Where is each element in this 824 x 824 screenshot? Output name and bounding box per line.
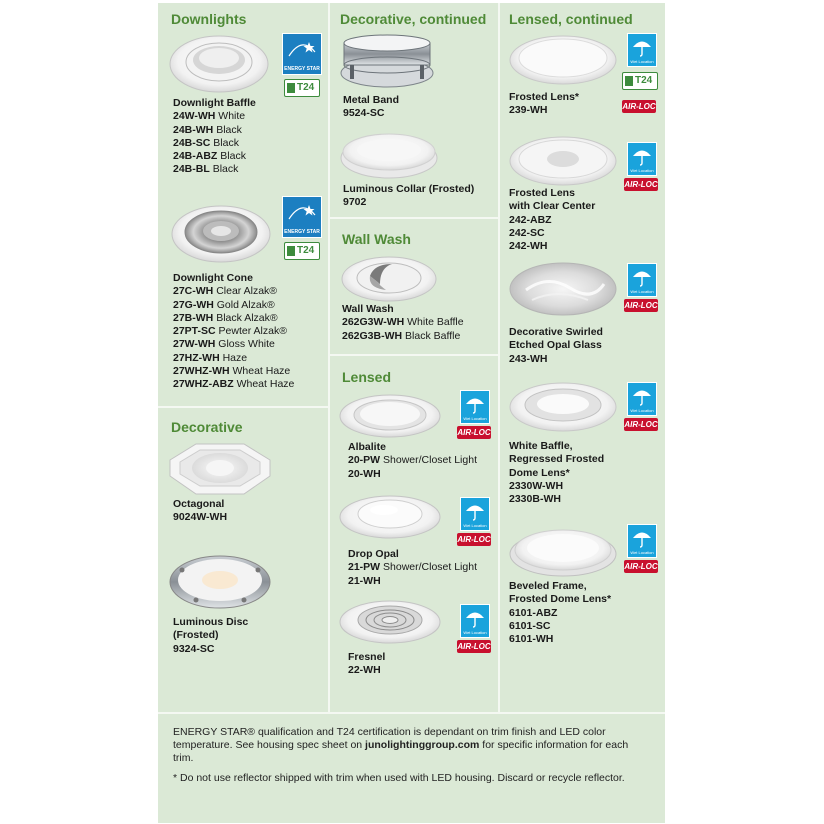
energy-star-label: ENERGY STAR [284, 229, 320, 235]
item-name: Downlight Cone [173, 272, 253, 284]
spec-line: 27B-WH Black Alzak® [173, 311, 278, 324]
spec-line: 9702 [343, 196, 367, 209]
drop-opal-image [338, 493, 442, 541]
airloc-label: AIR-LOC [624, 301, 658, 310]
wet-location-badge [627, 33, 657, 67]
section-title-downlights: Downlights [171, 11, 247, 27]
section-title-decorative: Decorative [171, 419, 243, 435]
spec-line: 27W-WH Gloss White [173, 338, 275, 351]
beveled-frame-image [508, 524, 618, 578]
umbrella-icon [461, 391, 489, 415]
item-name-line3: Dome Lens* [509, 466, 570, 479]
energy-star-badge [282, 196, 322, 238]
section-title-lensed-continued: Lensed, continued [509, 11, 633, 27]
t24-badge [284, 242, 320, 260]
spec-line: 21-WH [348, 574, 381, 587]
spec-line: 27HZ-WH Haze [173, 351, 248, 364]
spec-line: 242-WH [509, 240, 548, 253]
t24-badge [284, 79, 320, 97]
footnote-reflector: * Do not use reflector shipped with trim when used with LED housing. Discard or recycle reflector. [173, 772, 625, 784]
section-divider [158, 406, 328, 408]
t24-icon [625, 76, 633, 86]
item-name-line2: Regressed Frosted [509, 453, 605, 466]
item-name: White Baffle, [509, 440, 573, 452]
energy-star-label: ENERGY STAR [284, 66, 320, 72]
spec-line: 27G-WH Gold Alzak® [173, 298, 275, 311]
spec-line: 27C-WH Clear Alzak® [173, 285, 278, 298]
luminous-collar-image [338, 128, 440, 180]
spec-line: 21-PW Shower/Closet Light [348, 561, 477, 574]
energy-star-icon [283, 34, 321, 62]
downlight-baffle-text [173, 97, 256, 177]
wall-wash-text [342, 303, 464, 343]
wet-location-badge [627, 263, 657, 297]
wet-location-badge [627, 382, 657, 416]
umbrella-icon [461, 605, 489, 629]
luminous-disc-image [166, 552, 274, 610]
fresnel-text [348, 651, 385, 678]
spec-line: 20-WH [348, 467, 381, 480]
umbrella-icon [628, 525, 656, 549]
wet-location-label: Wet Location [463, 630, 487, 635]
white-baffle-regressed-text [509, 440, 604, 506]
t24-icon [287, 246, 295, 256]
airloc-label: AIR-LOC [624, 420, 658, 429]
spec-line: 9324-SC [173, 642, 215, 655]
section-divider [158, 712, 665, 714]
item-name-line2: with Clear Center [509, 200, 596, 213]
section-title-lensed: Lensed [342, 369, 392, 385]
item-name: Albalite [348, 441, 386, 453]
item-name: Frosted Lens [509, 187, 575, 199]
t24-label: T24 [297, 82, 315, 93]
spec-line: 6101-SC [509, 619, 551, 632]
frosted-lens-text [509, 91, 579, 118]
airloc-badge [622, 100, 656, 113]
umbrella-icon [628, 264, 656, 288]
luminous-disc-text [173, 616, 248, 656]
decorative-swirled-text [509, 326, 603, 366]
section-divider [330, 217, 498, 219]
wet-location-label: Wet Location [463, 416, 487, 421]
spec-line: 27WHZ-WH Wheat Haze [173, 365, 291, 378]
spec-line: 27PT-SC Pewter Alzak® [173, 325, 287, 338]
spec-line: 24B-WH Black [173, 123, 242, 136]
airloc-badge [624, 178, 658, 191]
item-name: Luminous Collar (Frosted) [343, 183, 475, 195]
item-name: Decorative Swirled [509, 326, 603, 338]
item-name: Fresnel [348, 651, 386, 663]
spec-line: 24B-BL Black [173, 163, 239, 176]
airloc-label: AIR-LOC [457, 428, 491, 437]
umbrella-icon [628, 383, 656, 407]
spec-line: 9524-SC [343, 107, 385, 120]
section-title-wall-wash: Wall Wash [342, 231, 411, 247]
albalite-image [338, 392, 442, 440]
wet-location-label: Wet Location [630, 59, 654, 64]
fresnel-image [338, 598, 442, 646]
spec-line: 22-WH [348, 664, 381, 677]
spec-line: 243-WH [509, 352, 548, 365]
spec-line: 24B-SC Black [173, 136, 239, 149]
octagonal-image [166, 440, 274, 498]
wet-location-badge [627, 524, 657, 558]
wet-location-label: Wet Location [630, 289, 654, 294]
t24-icon [287, 83, 295, 93]
wet-location-badge [460, 604, 490, 638]
item-name-line2: (Frosted) [173, 629, 219, 642]
albalite-text [348, 441, 477, 481]
wet-location-label: Wet Location [463, 523, 487, 528]
item-name-line2: Frosted Dome Lens* [509, 593, 612, 606]
airloc-badge [624, 299, 658, 312]
item-name: Metal Band [343, 94, 400, 106]
wet-location-label: Wet Location [630, 168, 654, 173]
downlight-cone-image [170, 203, 272, 265]
item-name: Frosted Lens* [509, 91, 580, 103]
wet-location-label: Wet Location [630, 550, 654, 555]
spec-line: 27WHZ-ABZ Wheat Haze [173, 378, 295, 391]
frosted-lens-clear-center-image [508, 134, 618, 188]
octagonal-text [173, 498, 227, 525]
white-baffle-regressed-image [508, 380, 618, 434]
energy-star-badge [282, 33, 322, 75]
wet-location-badge [627, 142, 657, 176]
website-link[interactable]: junolightinggroup.com [365, 739, 480, 751]
wall-wash-image [340, 254, 438, 304]
airloc-badge [457, 533, 491, 546]
spec-line: 262G3W-WH White Baffle [342, 316, 464, 329]
item-name: Drop Opal [348, 548, 399, 560]
column-divider [328, 3, 330, 713]
footnote-energy-star: ENERGY STAR® qualification and T24 certification is dependant on trim finish and LED color temperature. See housing spec sheet on junolightinggroup.com for specific information for each trim. [173, 726, 629, 764]
airloc-label: AIR-LOC [624, 180, 658, 189]
t24-label: T24 [635, 75, 653, 86]
metal-band-image [338, 33, 436, 91]
item-name: Beveled Frame, [509, 580, 587, 592]
frosted-lens-image [508, 33, 618, 87]
beveled-frame-text [509, 580, 611, 646]
umbrella-icon [461, 498, 489, 522]
wet-location-badge [460, 497, 490, 531]
spec-line: 242-ABZ [509, 213, 552, 226]
item-name: Wall Wash [342, 303, 394, 315]
umbrella-icon [628, 143, 656, 167]
umbrella-icon [628, 34, 656, 58]
luminous-collar-text [343, 183, 474, 210]
frosted-lens-clear-center-text [509, 187, 595, 253]
decorative-swirled-image [508, 260, 618, 318]
downlight-cone-text [173, 272, 294, 392]
spec-line: 262G3B-WH Black Baffle [342, 329, 461, 342]
downlight-baffle-image [168, 33, 270, 95]
spec-line: 20-PW Shower/Closet Light [348, 454, 477, 467]
wet-location-badge [460, 390, 490, 424]
column-divider [498, 3, 500, 713]
spec-line: 2330B-WH [509, 493, 561, 506]
airloc-label: AIR-LOC [624, 562, 658, 571]
section-divider [330, 354, 498, 356]
energy-star-icon [283, 197, 321, 225]
drop-opal-text [348, 548, 477, 588]
spec-line: 2330W-WH [509, 479, 564, 492]
airloc-label: AIR-LOC [457, 642, 491, 651]
item-name-line2: Etched Opal Glass [509, 339, 602, 352]
item-name: Downlight Baffle [173, 97, 256, 109]
wet-location-label: Wet Location [630, 408, 654, 413]
spec-line: 9024W-WH [173, 511, 228, 524]
airloc-label: AIR-LOC [457, 535, 491, 544]
metal-band-text [343, 94, 399, 121]
t24-badge [622, 72, 658, 90]
airloc-badge [457, 426, 491, 439]
section-title-decorative-continued: Decorative, continued [340, 11, 487, 27]
t24-label: T24 [297, 245, 315, 256]
airloc-badge [624, 418, 658, 431]
airloc-badge [457, 640, 491, 653]
spec-line: 6101-WH [509, 633, 554, 646]
airloc-badge [624, 560, 658, 573]
item-name: Octagonal [173, 498, 225, 510]
spec-line: 24W-WH White [173, 110, 246, 123]
spec-line: 242-SC [509, 226, 545, 239]
spec-line: 24B-ABZ Black [173, 150, 246, 163]
airloc-label: AIR-LOC [622, 102, 656, 111]
spec-line: 6101-ABZ [509, 606, 558, 619]
item-name: Luminous Disc [173, 616, 249, 628]
spec-line: 239-WH [509, 104, 548, 117]
